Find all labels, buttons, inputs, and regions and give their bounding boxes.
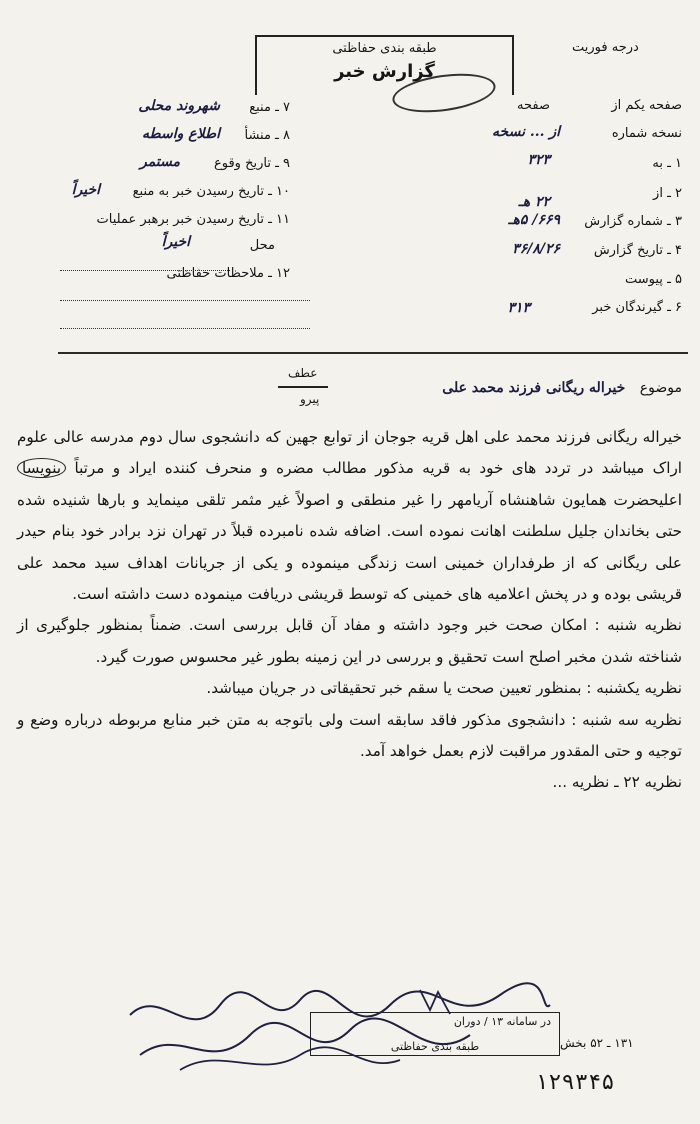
field-report-date-label: ۴ ـ تاریخ گزارش bbox=[593, 243, 682, 258]
field-from-label: ۲ ـ از bbox=[653, 186, 682, 201]
body-paragraph-1: خیراله ریگانی فرزند محمد علی اهل قریه جوجان از توابع جهین که دانشجوی سال دوم مدرسه عالی علوم اراک میباشد در تردد های خود به قریه مذکور مطالب مضره و منحرف کننده ایراد و مرتباً بنویسا اعلیحضرت همایون شاهنشاه آریامهر را غیر منطقی و اصولاً غیر مثمر تلقی مینماید و بارها شنیده شده حتی بخاندان جلیل سلطنت اهانت نموده است. اضافه شده نامبرده قبلاً در تهران نزد برادر خود بنام حیدر علی ریگانی که از طرفداران خمینی است زندگی مینموده و یکی از جریانات اهداف سید محمد علی قریشی بوده و در پخش اعلامیه های خمینی که توسط قریشی دریافت مینموده دست داشته است. bbox=[17, 428, 682, 604]
field-place-value: اخیراً bbox=[161, 234, 190, 250]
circled-word: بنویسا bbox=[17, 458, 66, 478]
report-title: گزارش خبر bbox=[334, 61, 435, 82]
header-separator bbox=[58, 352, 688, 354]
stamp-line-2: ۱۳۱ ـ ۵۲ بخش bbox=[560, 1036, 634, 1050]
bottom-classification-label: طبقه بندی حفاظتی bbox=[390, 1040, 480, 1053]
subject-label: موضوع bbox=[639, 380, 682, 396]
field-copy-label: نسخه شماره bbox=[611, 126, 682, 141]
field-place-label: محل bbox=[249, 238, 275, 253]
classification-label: طبقه بندی حفاظتی bbox=[332, 41, 437, 56]
serial-number: ۱۲۹۳۴۵ bbox=[535, 1070, 615, 1095]
field-occurrence-date-value: مستمر bbox=[139, 154, 180, 170]
field-report-number-label: ۳ ـ شماره گزارش bbox=[584, 214, 682, 229]
report-body bbox=[17, 422, 682, 799]
field-news-to-leader-label: ۱۱ ـ تاریخ رسیدن خبر برهبر عملیات bbox=[96, 212, 290, 227]
field-page-value: صفحه bbox=[517, 98, 550, 113]
field-origin-label: ۸ ـ منشأ bbox=[244, 128, 290, 143]
field-attachment-label: ۵ ـ پیوست bbox=[625, 272, 682, 287]
follow-up-label: پیرو bbox=[300, 392, 320, 406]
field-from-value: ۲۲ هـ bbox=[518, 194, 550, 210]
field-report-date-value: ۳۶/۸/۲۶ bbox=[512, 241, 560, 257]
reference-label: عطف bbox=[288, 366, 318, 380]
handwritten-signatures bbox=[120, 975, 560, 1085]
body-paragraph-2: نظریه شنبه : امکان صحت خبر وجود داشته و مفاد آن قابل بررسی است. ضمناً بمنظور جلوگیری از شناخته شدن مخبر اصلح است تحقیق و بررسی در این زمینه بطور غیر محسوس صورت گیرد. bbox=[17, 616, 682, 666]
field-news-to-source-value: اخیراً bbox=[71, 182, 100, 198]
field-security-notes-label: ۱۲ ـ ملاحظات حفاظتی bbox=[166, 266, 290, 281]
stamp-line-1: در سامانه ۱۳ / دوران bbox=[453, 1015, 551, 1028]
field-source-label: ۷ ـ منبع bbox=[249, 100, 290, 115]
urgency-label: درجه فوریت bbox=[572, 40, 639, 55]
field-to-label: ۱ ـ به bbox=[652, 156, 682, 171]
body-paragraph-4: نظریه سه شنبه : دانشجوی مذکور فاقد سابقه است ولی باتوجه به متن خبر منابع مربوطه درباره وضع و توجیه و حتی المقدور مراقبت لازم بعمل خواهد آمد. bbox=[17, 710, 682, 761]
dotted-line bbox=[60, 270, 230, 271]
field-page-label: صفحه یکم از bbox=[611, 98, 682, 113]
body-paragraph-3: نظریه یکشنبه : بمنظور تعیین صحت یا سقم خبر تحقیقاتی در جریان میباشد. bbox=[206, 679, 682, 698]
field-recipients-label: ۶ ـ گیرندگان خبر bbox=[592, 300, 682, 315]
body-paragraph-5: نظریه ۲۲ ـ نظریه ... bbox=[552, 773, 682, 792]
subject-text: خیراله ریگانی فرزند محمد علی bbox=[442, 380, 626, 396]
dotted-line bbox=[60, 328, 310, 329]
reference-divider bbox=[278, 386, 328, 388]
field-news-to-source-label: ۱۰ ـ تاریخ رسیدن خبر به منبع bbox=[132, 184, 290, 199]
field-occurrence-date-label: ۹ ـ تاریخ وقوع bbox=[213, 156, 290, 171]
field-copy-value: از ... نسخه bbox=[492, 124, 560, 140]
field-source-value: شهروند محلی bbox=[138, 98, 220, 114]
field-recipients-value: ۳۱۳ bbox=[507, 300, 530, 316]
field-origin-value: اطلاع واسطه bbox=[142, 126, 220, 142]
field-report-number-value: ۶۶۹/ ۵هـ bbox=[508, 212, 560, 228]
field-to-value: ۳۲۳ bbox=[527, 152, 550, 168]
dotted-line bbox=[60, 300, 310, 301]
subject-line bbox=[442, 380, 682, 396]
